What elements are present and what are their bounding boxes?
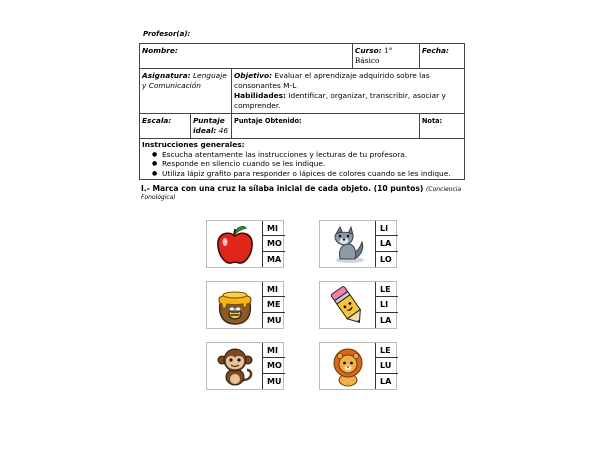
syllable-option[interactable]: MI — [263, 221, 285, 236]
syllable-options — [262, 221, 285, 267]
puntaje-ideal-value: 46 — [218, 126, 229, 135]
syllable-options — [262, 282, 285, 328]
section-title: I.- Marca con una cruz la sílaba inicial de cada objeto. (10 puntos) (Conciencia — [141, 184, 462, 193]
curso-value: 1° Básico — [354, 46, 393, 65]
syllable-option[interactable]: LE — [376, 343, 398, 358]
syllable-option[interactable]: MA — [267, 254, 282, 264]
instruccion-item: ● Utiliza lápiz grafito para responder o lápices de colores cuando se les indique. — [156, 169, 462, 179]
habilidades-value: Identificar, organizar, transcribir, asociar y comprender. — [234, 91, 446, 110]
syllable-option[interactable]: MO — [263, 236, 285, 251]
nota-label: Nota: — [421, 117, 443, 125]
syllable-option[interactable]: LA — [380, 315, 392, 325]
fecha-label: Fecha: — [421, 46, 449, 55]
header-table — [139, 43, 465, 180]
monkey-icon — [209, 345, 261, 389]
card-lion — [319, 342, 397, 390]
syllable-option[interactable]: LI — [376, 221, 398, 236]
syllable-options — [375, 282, 398, 328]
card-pencil — [319, 281, 397, 329]
syllable-option[interactable]: ME — [263, 297, 285, 312]
curso-label: Curso: — [354, 46, 382, 55]
syllable-option[interactable]: LA — [380, 376, 392, 386]
syllable-option[interactable]: MI — [263, 282, 285, 297]
instruccion-item: ● Escucha atentamente las instrucciones y lecturas de tu profesora. — [156, 150, 462, 160]
section-subtitle-b: Fonológica) — [141, 194, 176, 201]
objetivo-label: Objetivo: — [234, 71, 273, 80]
syllable-option[interactable]: LO — [380, 254, 392, 264]
syllable-options — [375, 221, 398, 267]
pencil-icon — [322, 284, 374, 328]
syllable-options — [262, 343, 285, 389]
asignatura-value: Lenguaje y Comunicación — [142, 71, 227, 90]
syllable-option[interactable]: MO — [263, 358, 285, 373]
lion-icon — [322, 345, 374, 389]
asignatura-label: Asignatura: — [142, 71, 191, 80]
habilidades-label: Habilidades: — [234, 91, 286, 100]
section-subtitle-a: (Conciencia — [426, 186, 462, 193]
objetivo-value: Evaluar el aprendizaje adquirido sobre las consonantes M-L — [234, 71, 430, 90]
puntaje-ideal-label: Puntaje ideal: — [193, 116, 225, 135]
wolf-icon — [322, 223, 374, 267]
syllable-option[interactable]: LI — [376, 297, 398, 312]
syllable-options — [375, 343, 398, 389]
card-wolf — [319, 220, 397, 268]
syllable-option[interactable]: LA — [376, 236, 398, 251]
syllable-option[interactable]: MU — [267, 376, 282, 386]
profesor-label: Profesor(a): — [143, 30, 191, 38]
syllable-option[interactable]: MI — [263, 343, 285, 358]
syllable-option[interactable]: LU — [376, 358, 398, 373]
card-honey-pot — [206, 281, 284, 329]
card-monkey — [206, 342, 284, 390]
syllable-option[interactable]: MU — [267, 315, 282, 325]
puntaje-obtenido-label: Puntaje Obtenido: — [234, 117, 302, 125]
instrucciones-title: Instrucciones generales: — [142, 140, 245, 149]
syllable-option[interactable]: LE — [376, 282, 398, 297]
honey-pot-icon — [209, 284, 261, 328]
instruccion-item: ● Responde en silencio cuando se les indique. — [156, 159, 462, 169]
apple-icon — [209, 223, 261, 267]
escala-label: Escala: — [142, 116, 172, 125]
card-apple — [206, 220, 284, 268]
nombre-label: Nombre: — [142, 46, 178, 55]
instrucciones-list — [142, 150, 462, 179]
